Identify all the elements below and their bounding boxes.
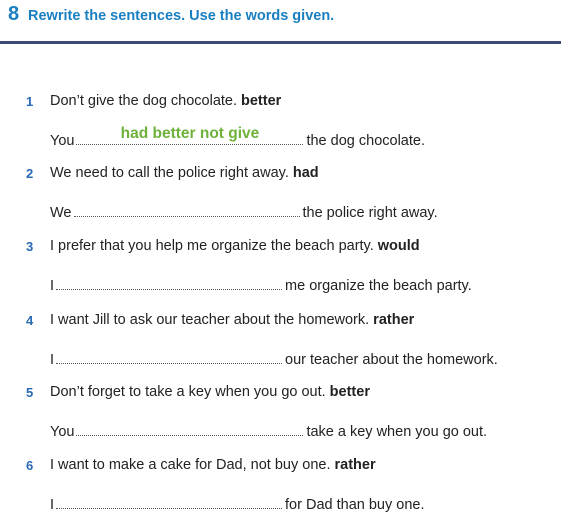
prompt-keyword: had — [292, 165, 319, 181]
answer-start: We — [50, 205, 72, 221]
answer-end: the dog chocolate. — [306, 133, 425, 149]
item-number: 4 — [26, 313, 34, 328]
item-prompt — [50, 457, 376, 473]
answer-line — [50, 494, 425, 513]
exercise-title: Rewrite the sentences. Use the words given. — [28, 8, 335, 24]
answer-start: I — [50, 352, 55, 368]
item-number: 5 — [26, 385, 34, 400]
prompt-text: We need to call the police right away. — [50, 165, 289, 181]
item-number: 1 — [26, 94, 34, 109]
answer-blank[interactable] — [56, 349, 282, 364]
answer-line — [50, 275, 472, 294]
answer-line — [50, 125, 425, 149]
answer-blank[interactable] — [56, 275, 282, 290]
answer-start: You — [50, 133, 75, 149]
header-divider — [0, 41, 561, 44]
answer-blank[interactable] — [56, 494, 282, 509]
prompt-keyword: rather — [373, 312, 415, 328]
answer-line — [50, 202, 438, 221]
answer-blank[interactable] — [74, 202, 300, 217]
item-prompt — [50, 93, 281, 109]
answer-end: me organize the beach party. — [285, 278, 472, 294]
answer-end: the police right away. — [302, 205, 438, 221]
answer-start: I — [50, 497, 55, 513]
item-prompt — [50, 384, 370, 400]
prompt-keyword: better — [241, 93, 282, 109]
prompt-text: I want to make a cake for Dad, not buy one. — [50, 457, 331, 473]
item-number: 6 — [26, 458, 34, 473]
answer-line — [50, 349, 498, 368]
prompt-text: Don’t forget to take a key when you go out. — [50, 384, 326, 400]
answer-end: for Dad than buy one. — [285, 497, 425, 513]
item-number: 3 — [26, 239, 34, 254]
answer-start: I — [50, 278, 55, 294]
answer-end: our teacher about the homework. — [285, 352, 498, 368]
prompt-text: I want Jill to ask our teacher about the homework. — [50, 312, 370, 328]
answer-end: take a key when you go out. — [306, 424, 488, 440]
prompt-keyword: rather — [334, 457, 376, 473]
prompt-text: I prefer that you help me organize the beach party. — [50, 238, 374, 254]
answer-start: You — [50, 424, 75, 440]
prompt-keyword: would — [377, 238, 420, 254]
answer-line — [50, 421, 487, 440]
exercise-header — [0, 0, 561, 40]
answer-blank[interactable] — [76, 125, 303, 145]
item-prompt — [50, 312, 414, 328]
prompt-text: Don’t give the dog chocolate. — [50, 93, 238, 109]
item-prompt — [50, 165, 319, 181]
exercise-number: 8 — [8, 3, 20, 25]
item-prompt — [50, 238, 420, 254]
prompt-keyword: better — [329, 384, 370, 400]
item-number: 2 — [26, 166, 34, 181]
answer-blank[interactable] — [76, 421, 303, 436]
answer-filled-text: had better not give — [120, 125, 260, 142]
